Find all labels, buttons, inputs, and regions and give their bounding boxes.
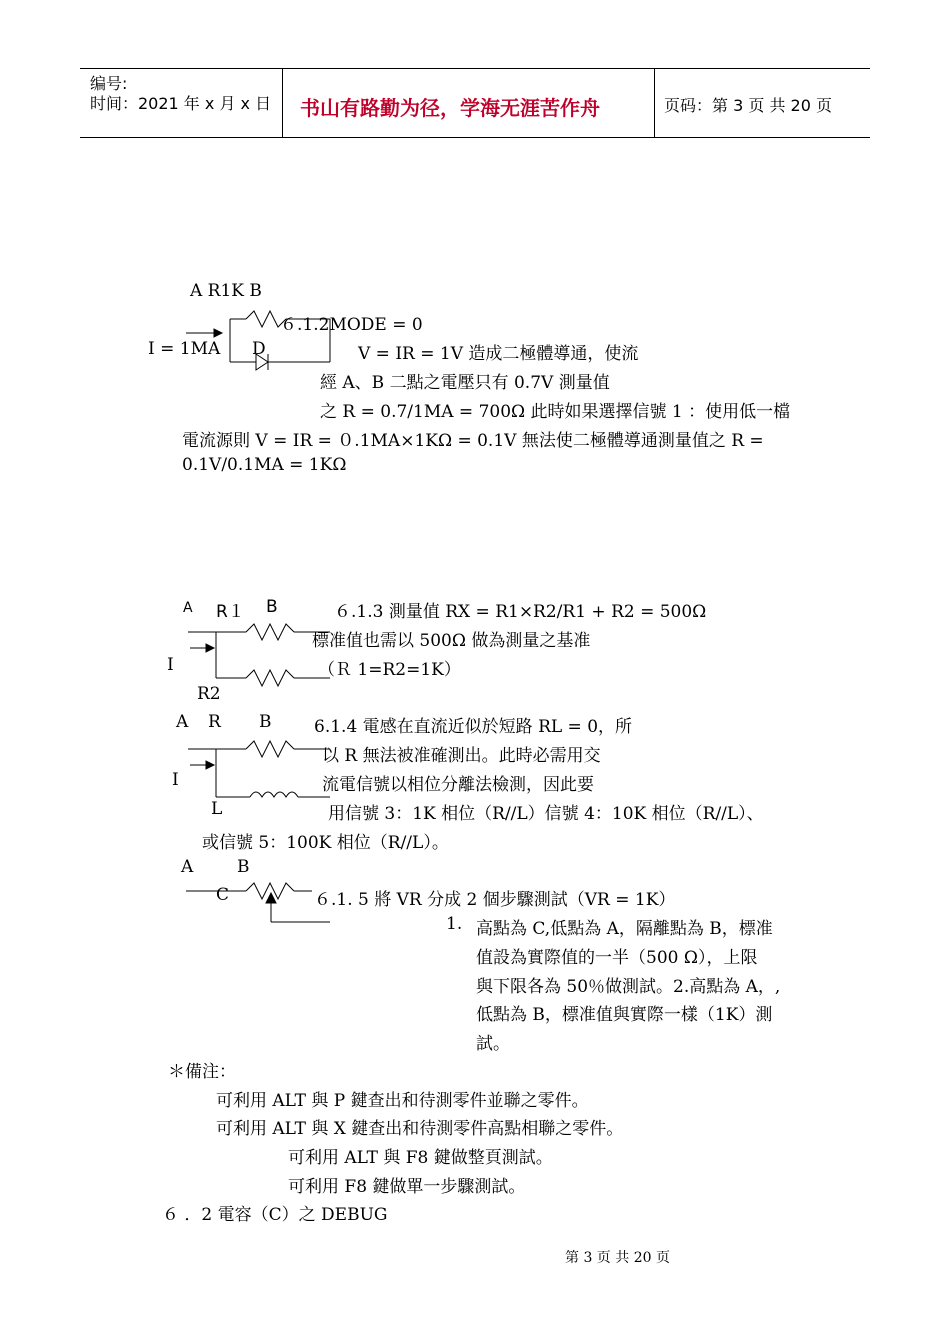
diagram-label-current: I bbox=[167, 655, 174, 675]
diagram-label-a: A bbox=[176, 712, 189, 732]
sec-613-heading: ６.1.3 測量值 RX = R1×R2/R1 + R2 = 500Ω bbox=[334, 602, 707, 622]
diagram-label-current: I bbox=[172, 770, 179, 790]
page-footer: 第 3 页 共 20 页 bbox=[565, 1250, 670, 1266]
list-item-text: 高點為 C,低點為 A，隔離點為 B，標准 bbox=[476, 919, 773, 939]
list-item-text: 試。 bbox=[476, 1034, 510, 1054]
note-item: 可利用 ALT 與 P 鍵查出和待測零件並聯之零件。 bbox=[216, 1091, 589, 1111]
sec-612-heading: ６.1.2MODE = 0 bbox=[280, 315, 423, 335]
diagram-label-r1: R１ bbox=[216, 602, 245, 622]
diagram-label-c: C bbox=[216, 885, 230, 905]
sec-612-text: 經 A、B 二點之電壓只有 0.7V 測量值 bbox=[320, 373, 610, 393]
list-item-text: 與下限各為 50％做測試。2.高點為 A，, bbox=[476, 977, 781, 997]
list-item-number: 1. bbox=[446, 914, 463, 934]
diagram-label-a: A bbox=[181, 857, 194, 877]
diagram-label-b: B bbox=[266, 597, 278, 617]
header-time: 时间：2021 年 x 月 x 日 bbox=[90, 94, 272, 113]
sec-614-heading: 6.1.4 電感在直流近似於短路 RL = 0，所 bbox=[314, 717, 633, 737]
vr-circuit bbox=[186, 883, 330, 922]
sec-612-text: 電流源則 V = IR = ０.1MA×1KΩ = 0.1V 無法使二極體導通測量值之 R = bbox=[182, 431, 764, 451]
sec-62-heading: ６ ．2 電容（C）之 DEBUG bbox=[162, 1205, 388, 1225]
header-motto: 书山有路勤为径，学海无涯苦作舟 bbox=[300, 96, 600, 120]
diagram-label-r2: R2 bbox=[197, 684, 221, 704]
diagram-label-current: I = 1MA bbox=[148, 339, 221, 359]
note-item: 可利用 F8 鍵做單一步驟測試。 bbox=[288, 1177, 526, 1197]
sec-612-text: 0.1V/0.1MA = 1KΩ bbox=[182, 455, 347, 475]
diagram-label-b: B bbox=[259, 712, 272, 732]
sec-614-text: 流電信號以相位分離法檢測，因此要 bbox=[322, 775, 594, 795]
sec-613-text: （Ｒ 1=R2=1K） bbox=[318, 660, 461, 680]
sec-612-text: V = IR = 1V 造成二極體導通，使流 bbox=[358, 344, 639, 364]
header-number: 编号: bbox=[90, 74, 128, 93]
note-item: 可利用 ALT 與 F8 鍵做整頁測試。 bbox=[288, 1148, 553, 1168]
diagram-label-diode: D bbox=[252, 339, 266, 359]
sec-614-text: 用信號 3：1K 相位（R//L）信號 4：10K 相位（R//L）、 bbox=[328, 804, 764, 824]
list-item-text: 值設為實際值的一半（500 Ω），上限 bbox=[476, 948, 758, 968]
sec-614-text: 或信號 5：100K 相位（R//L）。 bbox=[202, 833, 449, 853]
parallel-resistor-circuit bbox=[188, 624, 330, 686]
diagram-label-b: B bbox=[237, 857, 250, 877]
sec-614-text: 以 R 無法被准確測出。此時必需用交 bbox=[322, 746, 601, 766]
diagram-label-r: R bbox=[208, 712, 221, 732]
sec-612-text: 之 R = 0.7/1MA = 700Ω 此時如果選擇信號 1 ：使用低一檔 bbox=[320, 402, 791, 422]
sec-613-text: 標准值也需以 500Ω 做為測量之基准 bbox=[312, 631, 591, 651]
diagram-label-inductor: L bbox=[211, 799, 223, 819]
list-item-text: 低點為 B，標准值與實際一樣（1K）測 bbox=[476, 1005, 773, 1025]
sec-615-heading: ６.1. 5 將 VR 分成 2 個步驟測試（VR = 1K） bbox=[314, 890, 676, 910]
diagram-label-a-r1k-b: A R1K B bbox=[190, 281, 262, 301]
notes-title: ＊備注： bbox=[168, 1062, 236, 1082]
rl-circuit bbox=[188, 741, 330, 797]
note-item: 可利用 ALT 與 X 鍵查出和待測零件高點相聯之零件。 bbox=[216, 1119, 624, 1139]
header-page-info: 页码：第 3 页 共 20 页 bbox=[664, 96, 832, 115]
diagram-label-a: A bbox=[183, 600, 193, 616]
